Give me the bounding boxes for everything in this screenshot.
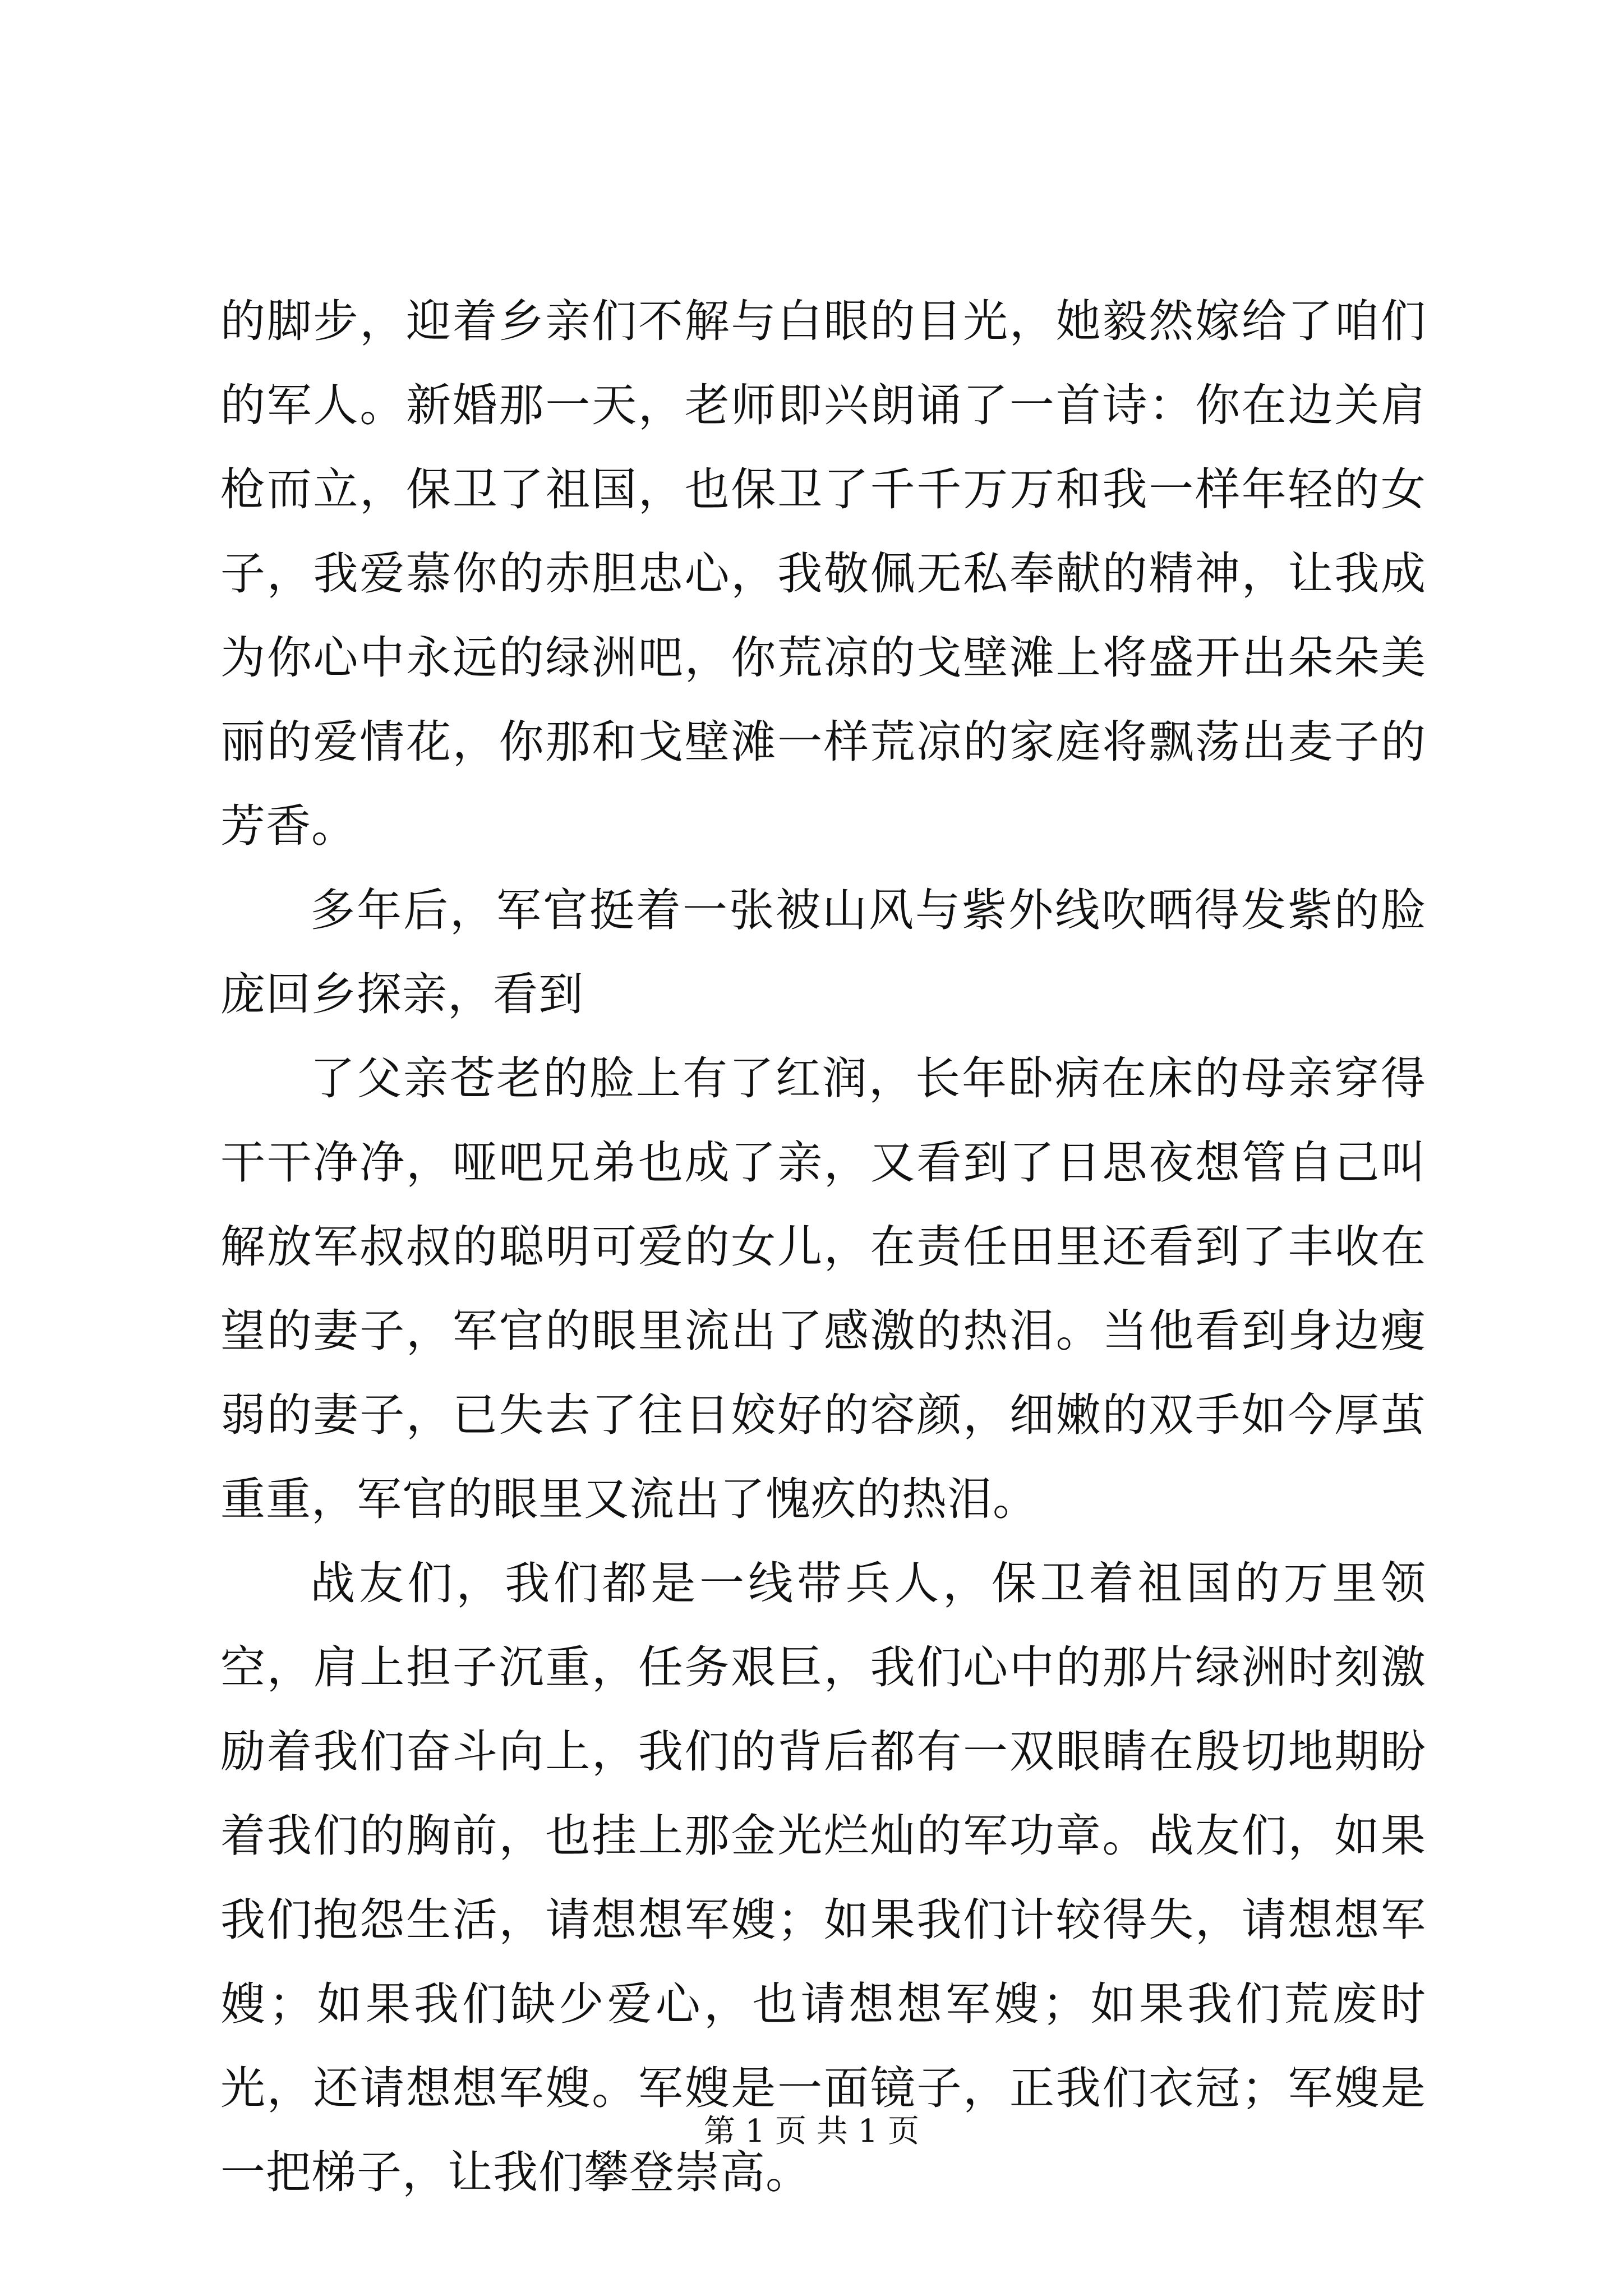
document-body [220, 279, 1426, 2215]
paragraph-1: 的脚步，迎着乡亲们不解与白眼的目光，她毅然嫁给了咱们的军人。新婚那一天，老师即兴朗诵了一首诗：你在边关肩枪而立，保卫了祖国，也保卫了千千万万和我一样年轻的女子，我爱慕你的赤胆忠心，我敬佩无私奉献的精神，让我成为你心中永远的绿洲吧，你荒凉的戈壁滩上将盛开出朵朵美丽的爱情花，你那和戈壁滩一样荒凉的家庭将飘荡出麦子的芳香。 [220, 295, 1426, 852]
paragraph-2: 多年后，军官挺着一张被山风与紫外线吹晒得发紫的脸庞回乡探亲，看到 [220, 884, 1426, 1020]
page-footer: 第 1 页 共 1 页 [703, 2113, 920, 2150]
paragraph-4: 战友们，我们都是一线带兵人，保卫着祖国的万里领空，肩上担子沉重，任务艰巨，我们心中的那片绿洲时刻激励着我们奋斗向上，我们的背后都有一双眼睛在殷切地期盼着我们的胸前，也挂上那金光烂灿的军功章。战友们，如果我们抱怨生活，请想想军嫂；如果我们计较得失，请想想军嫂；如果我们缺少爱心，也请想想军嫂；如果我们荒废时光，还请想想军嫂。军嫂是一面镜子，正我们衣冠；军嫂是一把梯子，让我们攀登崇高。 [220, 1557, 1426, 2198]
paragraph-3: 了父亲苍老的脸上有了红润，长年卧病在床的母亲穿得干干净净，哑吧兄弟也成了亲，又看到了日思夜想管自己叫解放军叔叔的聪明可爱的女儿，在责任田里还看到了丰收在望的妻子，军官的眼里流出了感激的热泪。当他看到身边瘦弱的妻子，已失去了往日姣好的容颜，细嫩的双手如今厚茧重重，军官的眼里又流出了愧疚的热泪。 [220, 1052, 1426, 1525]
